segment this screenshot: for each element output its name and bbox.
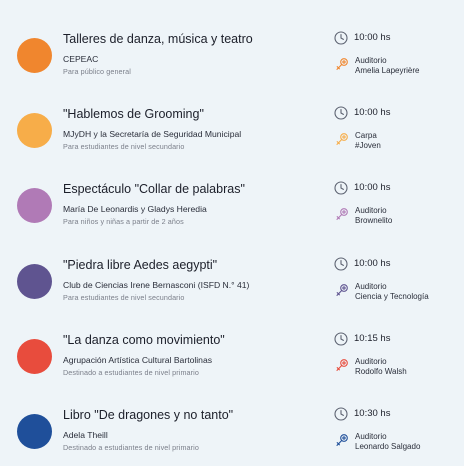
event-item[interactable] <box>0 246 464 316</box>
event-venue <box>355 131 381 151</box>
clock-icon <box>334 31 348 45</box>
event-venue <box>355 206 392 226</box>
venue-type: Auditorio <box>355 206 387 215</box>
clock-icon <box>334 332 348 346</box>
event-organizer: CEPEAC <box>63 54 99 64</box>
event-organizer: Adela Theill <box>63 430 108 440</box>
event-audience: Para estudiantes de nivel secundario <box>63 293 185 302</box>
venue-type: Auditorio <box>355 357 387 366</box>
clock-icon <box>334 257 348 271</box>
event-time: 10:15 hs <box>354 333 391 344</box>
venue-type: Auditorio <box>355 56 387 65</box>
venue-name: #Joven <box>355 141 381 150</box>
event-organizer: Agrupación Artística Cultural Bartolinas <box>63 355 213 365</box>
venue-name: Brownelito <box>355 216 393 225</box>
venue-name: Rodolfo Walsh <box>355 367 407 376</box>
event-organizer: María De Leonardis y Gladys Heredia <box>63 204 207 214</box>
event-item[interactable] <box>0 170 464 240</box>
event-time: 10:00 hs <box>354 258 391 269</box>
clock-icon <box>334 106 348 120</box>
event-title: Libro "De dragones y no tanto" <box>63 408 234 422</box>
clock-icon <box>334 407 348 421</box>
event-title: "Piedra libre Aedes aegypti" <box>63 258 218 272</box>
event-audience: Destinado a estudiantes de nivel primario <box>63 443 199 452</box>
event-color-dot <box>17 339 52 374</box>
event-time: 10:00 hs <box>354 182 391 193</box>
map-pin-icon <box>335 57 349 71</box>
venue-type: Auditorio <box>355 432 387 441</box>
event-time: 10:00 hs <box>354 107 391 118</box>
event-venue <box>355 432 420 452</box>
event-color-dot <box>17 414 52 449</box>
event-organizer: MJyDH y la Secretaría de Seguridad Municipal <box>63 129 242 139</box>
event-color-dot <box>17 113 52 148</box>
event-audience: Para niños y niñas a partir de 2 años <box>63 217 184 226</box>
venue-type: Auditorio <box>355 282 387 291</box>
event-item[interactable] <box>0 396 464 466</box>
event-venue <box>355 357 407 377</box>
event-item[interactable] <box>0 95 464 165</box>
event-audience: Destinado a estudiantes de nivel primario <box>63 368 199 377</box>
map-pin-icon <box>335 283 349 297</box>
map-pin-icon <box>335 207 349 221</box>
event-color-dot <box>17 188 52 223</box>
event-organizer: Club de Ciencias Irene Bernasconi (ISFD N.° 41) <box>63 280 250 290</box>
event-color-dot <box>17 38 52 73</box>
event-item[interactable] <box>0 20 464 90</box>
event-title: Talleres de danza, música y teatro <box>63 32 253 46</box>
venue-name: Leonardo Salgado <box>355 442 421 451</box>
event-item[interactable] <box>0 321 464 391</box>
map-pin-icon <box>335 433 349 447</box>
event-time: 10:00 hs <box>354 32 391 43</box>
venue-name: Amelia Lapeyrière <box>355 66 420 75</box>
map-pin-icon <box>335 358 349 372</box>
event-color-dot <box>17 264 52 299</box>
event-title: "La danza como movimiento" <box>63 333 225 347</box>
clock-icon <box>334 181 348 195</box>
event-audience: Para estudiantes de nivel secundario <box>63 142 185 151</box>
event-audience: Para público general <box>63 67 131 76</box>
event-venue <box>355 56 419 76</box>
event-venue <box>355 282 429 302</box>
venue-type: Carpa <box>355 131 377 140</box>
venue-name: Ciencia y Tecnología <box>355 292 429 301</box>
event-title: Espectáculo "Collar de palabras" <box>63 182 245 196</box>
event-time: 10:30 hs <box>354 408 391 419</box>
map-pin-icon <box>335 132 349 146</box>
event-title: "Hablemos de Grooming" <box>63 107 204 121</box>
